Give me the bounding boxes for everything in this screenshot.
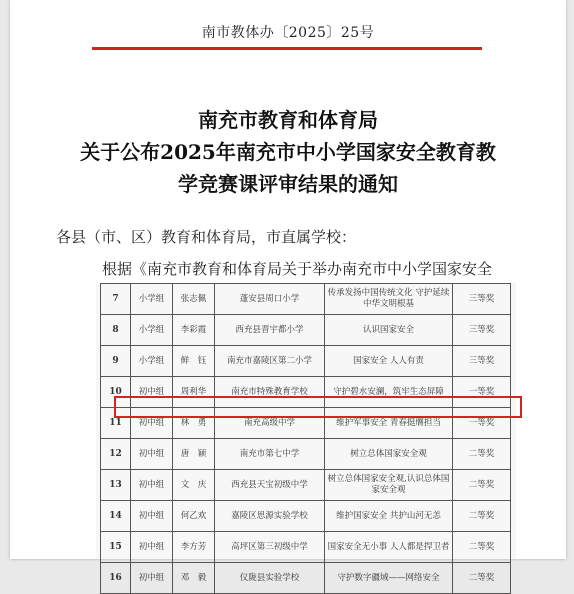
salutation: 各县（市、区）教育和体育局，市直属学校： [56,228,357,246]
row-award: 三等奖 [453,346,511,377]
row-topic: 守护数字疆域——网络安全 [325,563,453,594]
row-award: 二等奖 [453,501,511,532]
row-teacher: 邓 毅 [173,563,215,594]
title-line-subject-cont: 学竞赛课评审结果的通知 [178,172,398,196]
table-row-highlighted [101,408,511,439]
row-teacher: 李方芳 [173,532,215,563]
row-teacher: 张志佩 [173,284,215,315]
row-school: 高坪区第三初级中学 [215,532,325,563]
row-school: 南充市嘉陵区第二小学 [215,346,325,377]
table-row [101,501,511,532]
row-teacher: 鲜 钰 [173,346,215,377]
row-number: 9 [101,346,131,377]
row-award: 二等奖 [453,563,511,594]
row-award: 二等奖 [453,439,511,470]
table-row [101,315,511,346]
row-group: 初中组 [131,377,173,408]
row-school: 西充县天宝初级中学 [215,470,325,501]
row-group: 小学组 [131,315,173,346]
row-group: 初中组 [131,532,173,563]
row-award: 二等奖 [453,532,511,563]
row-school: 南充市特殊教育学校 [215,377,325,408]
row-topic: 树立总体国家安全观 [325,439,453,470]
row-topic: 国家安全 人人有责 [325,346,453,377]
row-topic: 维护军事安全 青春挺膺担当 [325,408,453,439]
title-line-issuer: 南充市教育和体育局 [198,108,378,132]
table-row [101,563,511,594]
row-group: 初中组 [131,408,173,439]
row-group: 初中组 [131,501,173,532]
row-teacher: 文 庆 [173,470,215,501]
row-topic: 国家安全无小事 人人都是捍卫者 [325,532,453,563]
row-topic: 树立总体国家安全观,认识总体国家安全观 [325,470,453,501]
row-number: 8 [101,315,131,346]
row-group: 小学组 [131,284,173,315]
row-school: 嘉陵区思源实验学校 [215,501,325,532]
row-award: 二等奖 [453,470,511,501]
results-table-photo [96,283,516,583]
row-number: 16 [101,563,131,594]
row-number: 15 [101,532,131,563]
row-award: 三等奖 [453,315,511,346]
row-number: 10 [101,377,131,408]
row-number: 11 [101,408,131,439]
row-teacher: 李彩霞 [173,315,215,346]
table-row [101,284,511,315]
row-group: 初中组 [131,470,173,501]
row-group: 初中组 [131,439,173,470]
row-teacher: 唐 颖 [173,439,215,470]
table-row [101,532,511,563]
row-teacher: 周利华 [173,377,215,408]
row-award: 三等奖 [453,284,511,315]
document-page [10,0,566,583]
table-row [101,346,511,377]
row-teacher: 何乙欢 [173,501,215,532]
row-topic: 维护国家安全 共护山河无恙 [325,501,453,532]
intro-paragraph: 根据《南充市教育和体育局关于举办南充市中小学国家安全 [102,260,493,278]
row-number: 12 [101,439,131,470]
table-row [101,470,511,501]
results-table [100,283,511,594]
table-row [101,439,511,470]
row-topic: 传承发扬中国传统文化 守护延续中华文明根基 [325,284,453,315]
row-award: 一等奖 [453,377,511,408]
row-number: 14 [101,501,131,532]
row-group: 初中组 [131,563,173,594]
row-number: 7 [101,284,131,315]
row-teacher: 林 勇 [173,408,215,439]
row-school: 西充县晋宇都小学 [215,315,325,346]
red-header-rule [92,47,482,50]
row-group: 小学组 [131,346,173,377]
row-school: 南充高级中学 [215,408,325,439]
title-line-subject: 关于公布2025年南充市中小学国家安全教育教 [80,140,496,164]
row-school: 南充市第七中学 [215,439,325,470]
row-number: 13 [101,470,131,501]
row-award: 一等奖 [453,408,511,439]
table-row [101,377,511,408]
row-topic: 守护碧水安澜，筑牢生态屏障 [325,377,453,408]
row-topic: 认识国家安全 [325,315,453,346]
row-school: 蓬安县周口小学 [215,284,325,315]
document-number: 南市教体办〔2025〕25号 [201,25,375,41]
row-school: 仪陇县实验学校 [215,563,325,594]
